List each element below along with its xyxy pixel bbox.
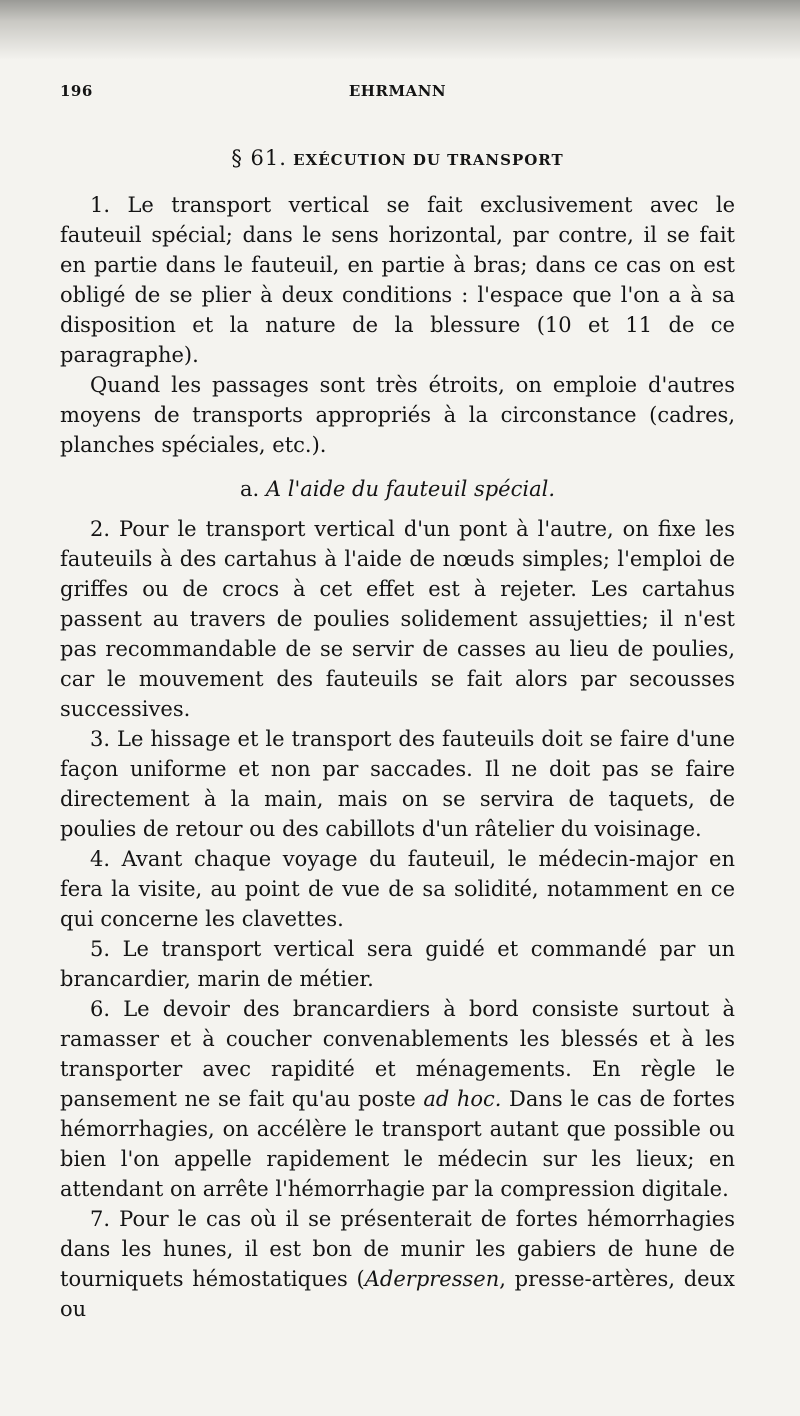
- section-heading: EXÉCUTION DU TRANSPORT: [293, 151, 564, 169]
- paragraph-item-5: 5. Le transport vertical sera guidé et commandé par un brancardier, marin de métier.: [60, 937, 735, 991]
- item-6-text-b: Dans le cas de fortes hémorrhagies, on accélère le transport autant que possible ou bien l'on appelle rapidement le médecin sur les lieux; en attendant on arrête l'hémorrhagie par la compression digitale.: [60, 1087, 735, 1201]
- section-number: § 61.: [231, 146, 287, 170]
- paragraph-item-7: [60, 1204, 735, 1324]
- page-number: 196: [60, 82, 93, 100]
- body-text: [60, 190, 735, 1324]
- subheading-a: [60, 474, 735, 504]
- page-header: [60, 78, 735, 108]
- paragraph-2: Quand les passages sont très étroits, on emploie d'autres moyens de transports appropriés à la circonstance (cadres, planches spéciales, etc.).: [60, 373, 735, 457]
- section-title: [60, 146, 735, 170]
- item-6-text-a: 6. Le devoir des brancardiers à bord consiste surtout à ramasser et à coucher convenablements les blessés et à les transporter avec rapidité et ménagements. En règle le pansement ne se fait qu'au poste: [60, 997, 735, 1111]
- page-top-shadow: [0, 0, 800, 60]
- paragraph-item-2: 2. Pour le transport vertical d'un pont à l'autre, on fixe les fauteuils à des cartahus à l'aide de nœuds simples; l'emploi de griffes ou de crocs à cet effet est à rejeter. Les cartahus passent au travers de poulies solidement assujetties; il n'est pas recommandable de se servir de casses au lieu de poulies, car le mouvement des fauteuils se fait alors par secousses successives.: [60, 517, 735, 721]
- running-head: EHRMANN: [348, 82, 447, 100]
- paragraph-1: 1. Le transport vertical se fait exclusivement avec le fauteuil spécial; dans le sens horizontal, par contre, il se fait en partie dans le fauteuil, en partie à bras; dans ce cas on est obligé de se plier à deux conditions : l'espace que l'on a à sa disposition et la nature de la blessure (10 et 11 de ce paragraphe).: [60, 193, 735, 367]
- item-7-text-b: , presse-artères, deux ou: [60, 1267, 735, 1321]
- subheading-a-prefix: a.: [240, 477, 260, 501]
- item-7-italic: Aderpressen: [364, 1267, 500, 1291]
- item-7-text-a: 7. Pour le cas où il se présenterait de fortes hémorrhagies dans les hunes, il est bon de munir les gabiers de hune de tourniquets hémostatiques (: [60, 1207, 735, 1291]
- item-6-italic: ad hoc.: [423, 1087, 502, 1111]
- paragraph-item-3: 3. Le hissage et le transport des fauteuils doit se faire d'une façon uniforme et non par saccades. Il ne doit pas se faire directement à la main, mais on se servira de taquets, de poulies de retour ou des cabillots d'un râtelier du voisinage.: [60, 727, 735, 841]
- paragraph-item-6: [60, 994, 735, 1204]
- paragraph-item-4: 4. Avant chaque voyage du fauteuil, le médecin-major en fera la visite, au point de vue de sa solidité, notamment en ce qui concerne les clavettes.: [60, 847, 735, 931]
- subheading-a-title: A l'aide du fauteuil spécial.: [265, 477, 555, 501]
